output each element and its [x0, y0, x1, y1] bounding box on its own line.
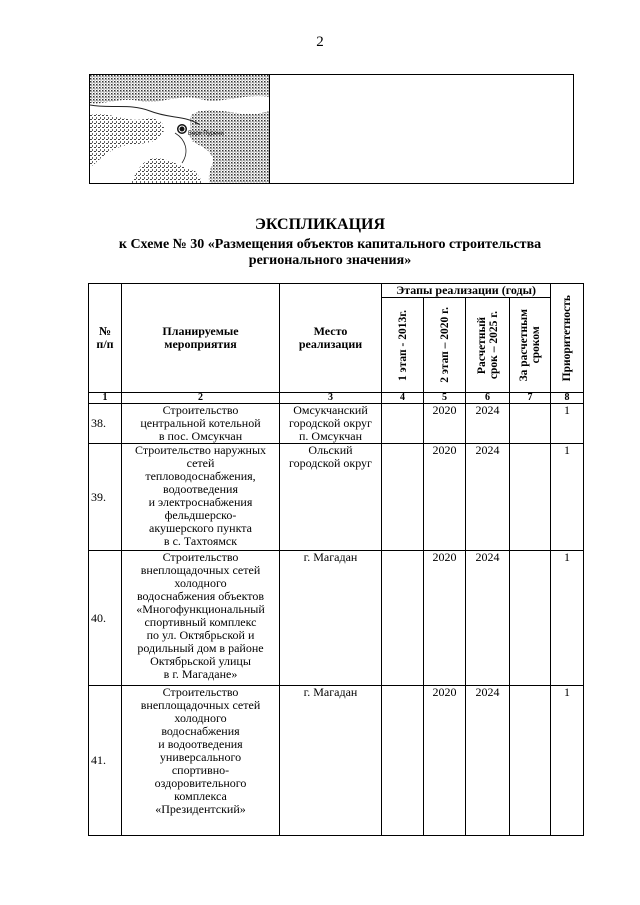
column-number: 1	[89, 393, 122, 404]
row-stage2: 2020	[424, 686, 466, 836]
row-beyond	[510, 551, 551, 686]
column-number: 5	[424, 393, 466, 404]
header-calc: Расчетный срок – 2025 г.	[466, 298, 510, 393]
document-title: ЭКСПЛИКАЦИЯ	[254, 216, 386, 233]
column-number: 4	[382, 393, 424, 404]
row-number: 41.	[89, 686, 122, 836]
row-calc: 2024	[466, 444, 510, 551]
header-place: Место реализации	[280, 284, 382, 393]
row-activity: Строительство внеплощадочных сетей холодного водоснабжения объектов «Многофункциональный спортивный комплекс по ул. Октябрьской и родильный дом в районе Октябрьской улицы в г. Магадане»	[122, 551, 280, 686]
column-number: 7	[510, 393, 551, 404]
row-beyond	[510, 444, 551, 551]
row-stage1	[382, 551, 424, 686]
header-num: № п/п	[89, 284, 122, 393]
row-number: 38.	[89, 404, 122, 444]
row-stage1	[382, 686, 424, 836]
row-stage2: 2020	[424, 444, 466, 551]
column-number: 2	[122, 393, 280, 404]
row-calc: 2024	[466, 551, 510, 686]
header-activities: Планируемые мероприятия	[122, 284, 280, 393]
row-place: Ольский городской округ	[280, 444, 382, 551]
header-stage2: 2 этап – 2020 г.	[424, 298, 466, 393]
row-activity: Строительство центральной котельной в пос. Омсукчан	[122, 404, 280, 444]
column-number-row	[89, 393, 584, 404]
column-number: 8	[551, 393, 584, 404]
row-priority: 1	[551, 686, 584, 836]
row-place: Омсукчанский городской округ п. Омсукчан	[280, 404, 382, 444]
row-priority: 1	[551, 444, 584, 551]
header-empty-cell	[270, 75, 573, 183]
table-row	[89, 551, 584, 686]
document-subtitle: к Схеме № 30 «Размещения объектов капитального строительства регионального значения»	[118, 237, 542, 268]
row-activity: Строительство внеплощадочных сетей холодного водоснабжения и водоотведения универсального спортивно- оздоровительного комплекса «Президентский»	[122, 686, 280, 836]
row-number: 40.	[89, 551, 122, 686]
map-label: Верх Пурени	[188, 131, 224, 137]
row-stage1	[382, 404, 424, 444]
map-graphic	[90, 75, 270, 183]
row-priority: 1	[551, 404, 584, 444]
header-box	[89, 74, 574, 184]
row-priority: 1	[551, 551, 584, 686]
explication-table	[88, 283, 584, 836]
page-number: 2	[316, 34, 324, 50]
header-beyond: За расчетным сроком	[510, 298, 551, 393]
row-place: г. Магадан	[280, 686, 382, 836]
row-stage2: 2020	[424, 551, 466, 686]
row-beyond	[510, 686, 551, 836]
row-stage1	[382, 444, 424, 551]
table-row	[89, 686, 584, 836]
header-stages: Этапы реализации (годы)	[382, 284, 551, 298]
row-place: г. Магадан	[280, 551, 382, 686]
row-activity: Строительство наружных сетей тепловодоснабжения, водоотведения и электроснабжения фельдшерско- акушерского пункта в с. Тахтоямск	[122, 444, 280, 551]
row-number: 39.	[89, 444, 122, 551]
column-number: 6	[466, 393, 510, 404]
column-number: 3	[280, 393, 382, 404]
header-stage1: 1 этап - 2013г.	[382, 298, 424, 393]
row-calc: 2024	[466, 404, 510, 444]
row-calc: 2024	[466, 686, 510, 836]
row-stage2: 2020	[424, 404, 466, 444]
row-beyond	[510, 404, 551, 444]
map-image	[90, 75, 270, 183]
header-priority: Приоритетность	[551, 284, 584, 393]
table-row	[89, 444, 584, 551]
table-row	[89, 404, 584, 444]
